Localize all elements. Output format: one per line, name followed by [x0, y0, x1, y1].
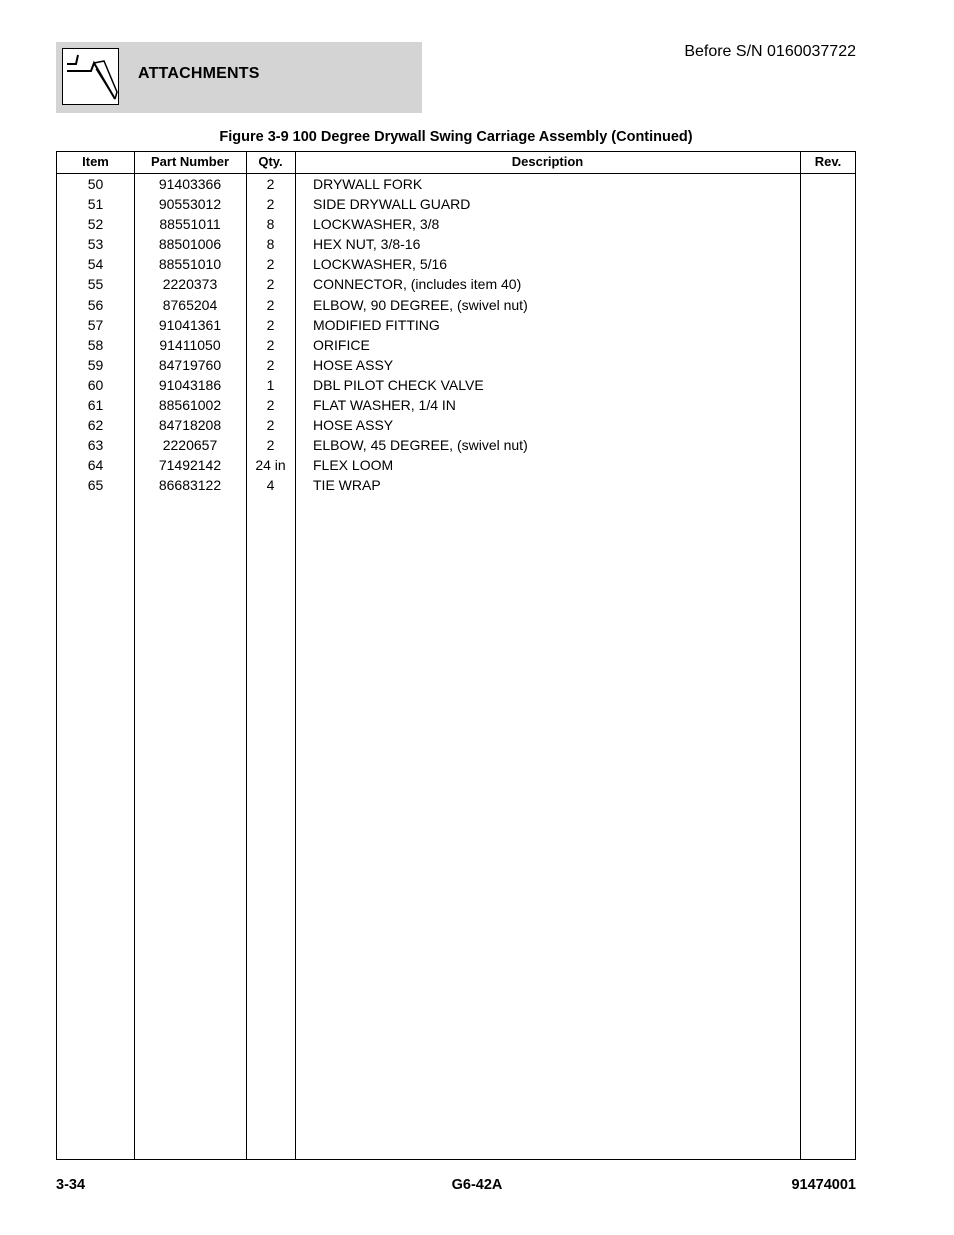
table-body — [57, 174, 855, 496]
table-row — [57, 455, 855, 475]
table-row — [57, 315, 855, 335]
table-row — [57, 355, 855, 375]
part-number-cell: 88551011 — [159, 216, 221, 233]
table-row — [57, 274, 855, 294]
description-cell: DBL PILOT CHECK VALVE — [313, 376, 484, 393]
description-cell: CONNECTOR, (includes item 40) — [313, 276, 522, 293]
part-number-cell: 88551010 — [158, 256, 222, 273]
attachment-hook-icon — [62, 48, 119, 105]
part-number-cell: 2220657 — [162, 437, 218, 454]
part-number-cell: 88561002 — [158, 397, 222, 414]
part-number-cell: 84718208 — [158, 417, 222, 434]
description-cell: HOSE ASSY — [313, 417, 394, 434]
qty-cell: 2 — [266, 296, 275, 313]
item-cell: 50 — [87, 176, 104, 192]
item-cell: 59 — [87, 356, 104, 373]
description-cell: ELBOW, 45 DEGREE, (swivel nut) — [313, 437, 528, 454]
qty-cell: 4 — [266, 477, 275, 494]
serial-number-note: Before S/N 0160037722 — [684, 43, 856, 60]
item-cell: 53 — [87, 236, 104, 253]
part-number-cell: 90553012 — [158, 196, 222, 213]
description-cell: ORIFICE — [313, 336, 370, 353]
column-header-description: Description — [511, 154, 584, 169]
item-cell: 55 — [87, 276, 104, 293]
description-cell: MODIFIED FITTING — [313, 316, 440, 333]
table-row — [57, 174, 855, 194]
part-number-cell: 91041361 — [158, 316, 222, 333]
table-row — [57, 214, 855, 234]
section-title: ATTACHMENTS — [138, 65, 260, 82]
table-row — [57, 254, 855, 274]
qty-cell: 2 — [266, 437, 275, 454]
table-row — [57, 335, 855, 355]
table-row — [57, 415, 855, 435]
column-header-item: Item — [82, 154, 109, 169]
column-header-part-number: Part Number — [150, 154, 230, 169]
description-cell: HEX NUT, 3/8-16 — [313, 236, 421, 253]
item-cell: 60 — [87, 376, 104, 393]
qty-cell: 2 — [266, 276, 275, 293]
description-cell: DRYWALL FORK — [313, 176, 423, 192]
item-cell: 63 — [87, 437, 104, 454]
parts-table — [56, 151, 856, 1160]
qty-cell: 2 — [266, 356, 275, 373]
qty-cell: 2 — [266, 196, 275, 213]
part-number-cell: 91403366 — [158, 176, 222, 192]
table-row — [57, 435, 855, 455]
part-number-cell: 86683122 — [158, 477, 222, 494]
item-cell: 64 — [87, 457, 104, 474]
page-number: 3-34 — [56, 1177, 86, 1193]
item-cell: 52 — [87, 216, 104, 233]
part-number-cell: 84719760 — [158, 356, 222, 373]
description-cell: FLEX LOOM — [313, 457, 394, 474]
part-number-cell: 2220373 — [162, 276, 218, 293]
qty-cell: 8 — [266, 216, 275, 233]
manual-number: 91474001 — [791, 1177, 856, 1193]
column-header-rev: Rev. — [814, 154, 842, 169]
figure-title: Figure 3-9 100 Degree Drywall Swing Carriage Assembly (Continued) — [219, 129, 693, 145]
item-cell: 65 — [87, 477, 104, 494]
column-header-qty: Qty. — [258, 154, 283, 169]
qty-cell: 2 — [266, 256, 275, 273]
qty-cell: 2 — [266, 316, 275, 333]
table-row — [57, 234, 855, 254]
item-cell: 58 — [87, 336, 104, 353]
qty-cell: 24 in — [255, 457, 286, 474]
table-row — [57, 194, 855, 214]
qty-cell: 2 — [266, 176, 275, 192]
description-cell: TIE WRAP — [313, 477, 381, 494]
description-cell: LOCKWASHER, 5/16 — [313, 256, 448, 273]
qty-cell: 2 — [266, 336, 275, 353]
item-cell: 61 — [87, 397, 104, 414]
item-cell: 51 — [87, 196, 104, 213]
description-cell: ELBOW, 90 DEGREE, (swivel nut) — [313, 296, 528, 313]
description-cell: FLAT WASHER, 1/4 IN — [313, 397, 456, 414]
part-number-cell: 88501006 — [158, 236, 222, 253]
item-cell: 57 — [87, 316, 104, 333]
part-number-cell: 91043186 — [158, 376, 222, 393]
table-row — [57, 395, 855, 415]
qty-cell: 1 — [266, 376, 275, 393]
description-cell: LOCKWASHER, 3/8 — [313, 216, 440, 233]
part-number-cell: 71492142 — [158, 457, 222, 474]
model-number: G6-42A — [451, 1177, 503, 1193]
item-cell: 62 — [87, 417, 104, 434]
description-cell: HOSE ASSY — [313, 356, 394, 373]
part-number-cell: 8765204 — [162, 296, 218, 313]
item-cell: 56 — [87, 296, 104, 313]
table-row — [57, 295, 855, 315]
qty-cell: 2 — [266, 397, 275, 414]
table-row — [57, 475, 855, 495]
item-cell: 54 — [87, 256, 104, 273]
qty-cell: 2 — [266, 417, 275, 434]
description-cell: SIDE DRYWALL GUARD — [313, 196, 471, 213]
table-row — [57, 375, 855, 395]
qty-cell: 8 — [266, 236, 275, 253]
part-number-cell: 91411050 — [159, 336, 221, 353]
